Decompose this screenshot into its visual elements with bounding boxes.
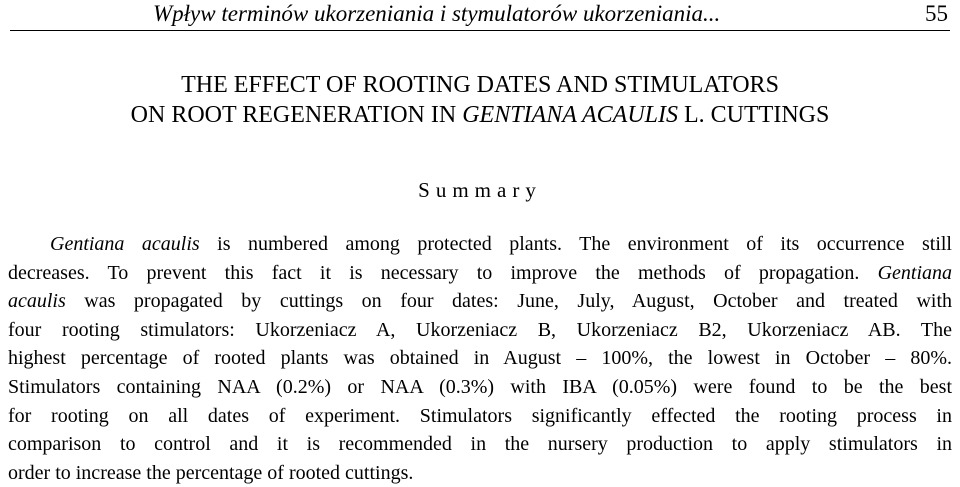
summary-line: for rooting on all dates of experiment. Stimulators significantly effected the rooting process in	[8, 404, 952, 427]
title-line-2	[0, 100, 960, 130]
running-title: Wpływ terminów ukorzeniania i stymulatorów ukorzeniania...	[153, 1, 721, 26]
summary-line: Stimulators containing NAA (0.2%) or NAA (0.3%) with IBA (0.05%) were found to be the best	[8, 375, 952, 398]
article-title	[0, 70, 960, 130]
summary-heading: Summary	[418, 178, 542, 202]
summary-line	[8, 259, 952, 288]
title-line-2-end: L. CUTTINGS	[678, 102, 830, 128]
title-species-name: GENTIANA ACAULIS	[462, 102, 679, 128]
species-name: Gentiana	[877, 261, 952, 284]
summary-line	[8, 287, 952, 316]
title-line-2-start: ON ROOT REGENERATION IN	[130, 102, 463, 128]
summary-line: four rooting stimulators: Ukorzeniacz A, Ukorzeniacz B, Ukorzeniacz B2, Ukorzeniacz AB. The	[8, 318, 952, 341]
species-name: acaulis	[8, 290, 66, 313]
summary-line-text: was propagated by cuttings on four dates: June, July, August, October and treated with	[65, 290, 952, 313]
species-name: Gentiana acaulis	[50, 233, 200, 255]
summary-line-text: is numbered among protected plants. The environment of its occurrence still	[199, 233, 952, 255]
summary-line: comparison to control and it is recommended in the nursery production to apply stimulators in	[8, 433, 952, 456]
running-header	[10, 0, 950, 31]
title-line-1: THE EFFECT OF ROOTING DATES AND STIMULATORS	[181, 72, 779, 98]
page-number: 55	[925, 1, 948, 26]
summary-line	[8, 230, 952, 259]
summary-body	[8, 230, 952, 487]
summary-line-text: decreases. To prevent this fact it is necessary to improve the methods of propagation.	[8, 261, 878, 284]
summary-line: highest percentage of rooted plants was obtained in August – 100%, the lowest in October – 80%.	[8, 347, 952, 370]
summary-line: order to increase the percentage of rooted cuttings.	[8, 461, 414, 484]
